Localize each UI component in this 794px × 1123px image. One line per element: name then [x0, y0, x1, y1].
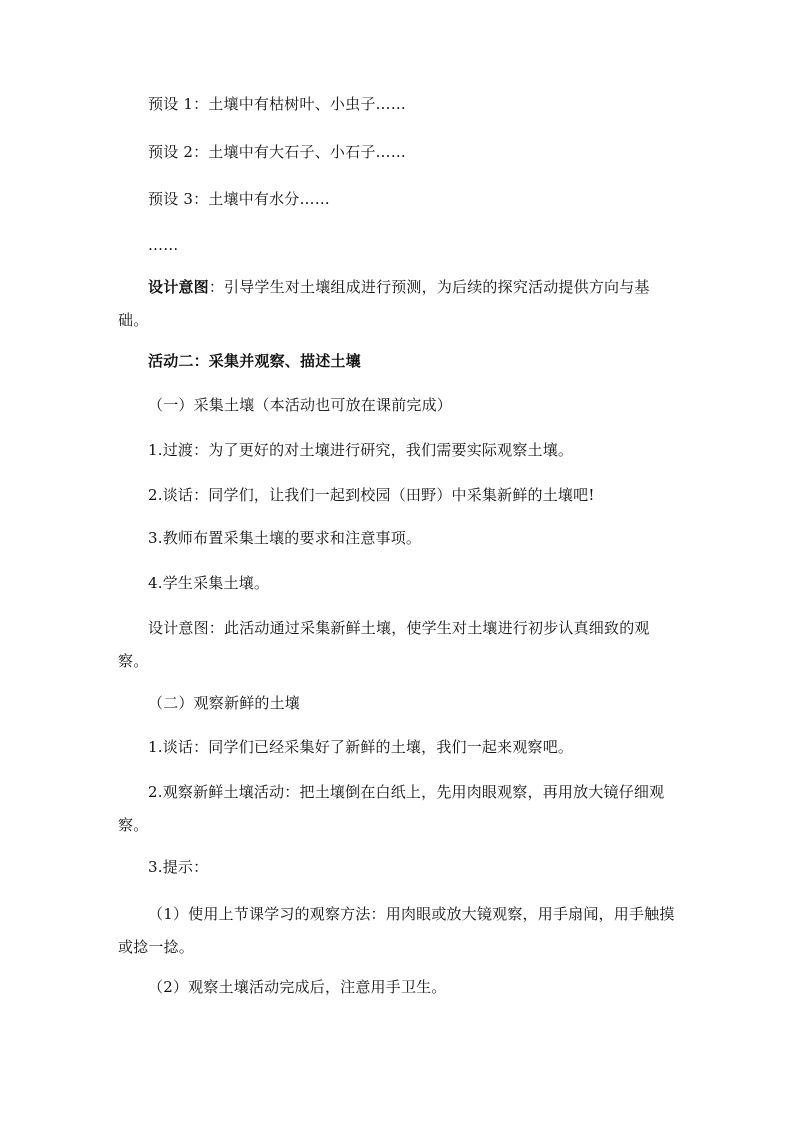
- design-intent-paragraph-2: 设计意图：此活动通过采集新鲜土壤，使学生对土壤进行初步认真细致的观察。: [118, 619, 650, 670]
- section-one-heading: （一）采集土壤（本活动也可放在课前完成）: [148, 396, 453, 414]
- step-4-students: 4.学生采集土壤。: [148, 574, 270, 592]
- tip-2: （2）观察土壤活动完成后，注意用手卫生。: [148, 978, 447, 996]
- observe-step-3: 3.提示：: [148, 858, 209, 876]
- section-two-heading: （二）观察新鲜的土壤: [148, 694, 301, 712]
- activity-two-heading: 活动二：采集并观察、描述土壤: [148, 352, 361, 370]
- preset-1: 预设 1：土壤中有枯树叶、小虫子……: [148, 95, 406, 113]
- tip-1: （1）使用上节课学习的观察方法：用肉眼或放大镜观察，用手扇闻，用手触摸或捻一捻。: [118, 905, 675, 956]
- step-2-talk: 2.谈话：同学们，让我们一起到校园（田野）中采集新鲜的土壤吧!: [148, 486, 595, 504]
- observe-step-1: 1.谈话：同学们已经采集好了新鲜的土壤，我们一起来观察吧。: [148, 738, 574, 756]
- observe-step-2: 2.观察新鲜土壤活动：把土壤倒在白纸上，先用肉眼观察，再用放大镜仔细观察。: [118, 783, 665, 834]
- design-intent-label: 设计意图: [148, 278, 209, 296]
- preset-2: 预设 2：土壤中有大石子、小石子……: [148, 143, 406, 161]
- step-3-teacher: 3.教师布置采集土壤的要求和注意事项。: [148, 529, 422, 547]
- preset-3: 预设 3：土壤中有水分……: [148, 190, 330, 208]
- design-intent-text: ：引导学生对土壤组成进行预测，为后续的探究活动提供方向与基础。: [118, 278, 650, 329]
- design-intent-paragraph-1: [118, 271, 678, 337]
- ellipsis-paragraph: ……: [148, 236, 179, 254]
- step-1-transition: 1.过渡：为了更好的对土壤进行研究，我们需要实际观察土壤。: [148, 441, 574, 459]
